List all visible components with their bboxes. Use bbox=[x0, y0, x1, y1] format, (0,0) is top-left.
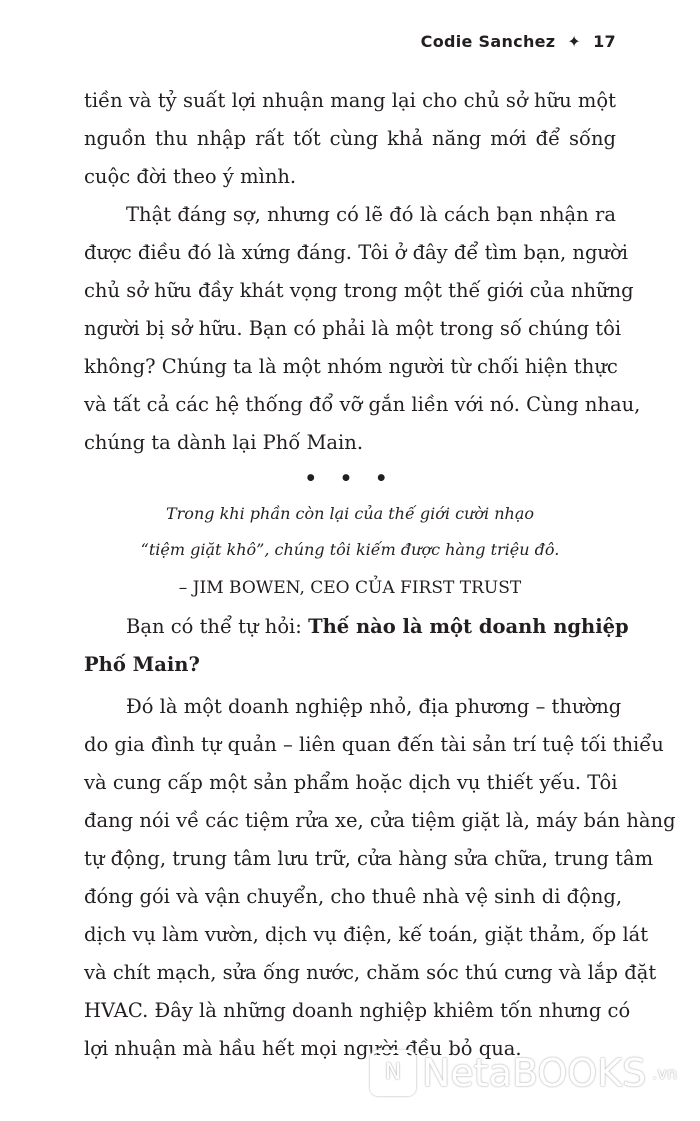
text-line: HVAC. Đây là những doanh nghiệp khiêm tốn nhưng có bbox=[84, 999, 631, 1022]
text-line: và chít mạch, sửa ống nước, chăm sóc thú cưng và lắp đặt bbox=[84, 961, 657, 984]
text-line: chủ sở hữu đầy khát vọng trong một thế giới của những bbox=[84, 279, 634, 302]
text-line: tự động, trung tâm lưu trữ, cửa hàng sửa chữa, trung tâm bbox=[84, 847, 654, 870]
text-line: chúng ta dành lại Phố Main. bbox=[84, 431, 364, 454]
text-line: nguồn thu nhập rất tốt cùng khả năng mới để sống bbox=[84, 127, 616, 150]
text-line: cuộc đời theo ý mình. bbox=[84, 165, 297, 188]
text-line: người bị sở hữu. Bạn có phải là một trong số chúng tôi bbox=[84, 317, 622, 340]
watermark-logo bbox=[370, 1050, 677, 1096]
question-bold: Thế nào là một doanh nghiệp bbox=[308, 615, 629, 638]
star-icon: ✦ bbox=[567, 32, 582, 51]
question-prefix: Bạn có thể tự hỏi: bbox=[126, 615, 309, 638]
text-line: và tất cả các hệ thống đổ vỡ gắn liền với nó. Cùng nhau, bbox=[84, 393, 641, 416]
text-line: đang nói về các tiệm rửa xe, cửa tiệm giặt là, máy bán hàng bbox=[84, 809, 676, 832]
text-line: không? Chúng ta là một nhóm người từ chối hiện thực bbox=[84, 355, 618, 378]
page-number: 17 bbox=[593, 32, 616, 51]
page-body bbox=[84, 82, 676, 1068]
question-bold-end: Phố Main? bbox=[84, 653, 200, 676]
epigraph-line: “tiệm giặt khô”, chúng tôi kiếm được hàng triệu đô. bbox=[140, 540, 560, 559]
epigraph-line: Trong khi phần còn lại của thế giới cười nhạo bbox=[165, 504, 534, 523]
watermark-tld: .vn bbox=[652, 1063, 677, 1083]
text-line: Đó là một doanh nghiệp nhỏ, địa phương – thường bbox=[126, 695, 622, 718]
text-line bbox=[84, 646, 616, 684]
text-line: do gia đình tự quản – liên quan đến tài sản trí tuệ tối thiểu bbox=[84, 733, 664, 756]
text-line: lợi nhuận mà hầu hết mọi người đều bỏ qua. bbox=[84, 1037, 522, 1060]
text-line: đóng gói và vận chuyển, cho thuê nhà vệ sinh di động, bbox=[84, 885, 623, 908]
text-line: Thật đáng sợ, nhưng có lẽ đó là cách bạn nhận ra bbox=[126, 203, 616, 226]
epigraph-attribution: – JIM BOWEN, CEO CỦA FIRST TRUST bbox=[178, 578, 522, 598]
text-line: được điều đó là xứng đáng. Tôi ở đây để tìm bạn, người bbox=[84, 241, 628, 264]
text-line: và cung cấp một sản phẩm hoặc dịch vụ thiết yếu. Tôi bbox=[84, 771, 618, 794]
text-line: dịch vụ làm vườn, dịch vụ điện, kế toán, giặt thảm, ốp lát bbox=[84, 923, 649, 946]
watermark-brand: NetaBOOKS bbox=[422, 1051, 647, 1095]
running-header bbox=[421, 32, 616, 51]
text-line bbox=[84, 608, 629, 646]
section-separator: • • • bbox=[304, 467, 396, 490]
text-line: tiền và tỷ suất lợi nhuận mang lại cho chủ sở hữu một bbox=[84, 89, 616, 112]
author-name: Codie Sanchez bbox=[420, 32, 556, 51]
netabooks-logo-icon: N bbox=[370, 1050, 416, 1096]
